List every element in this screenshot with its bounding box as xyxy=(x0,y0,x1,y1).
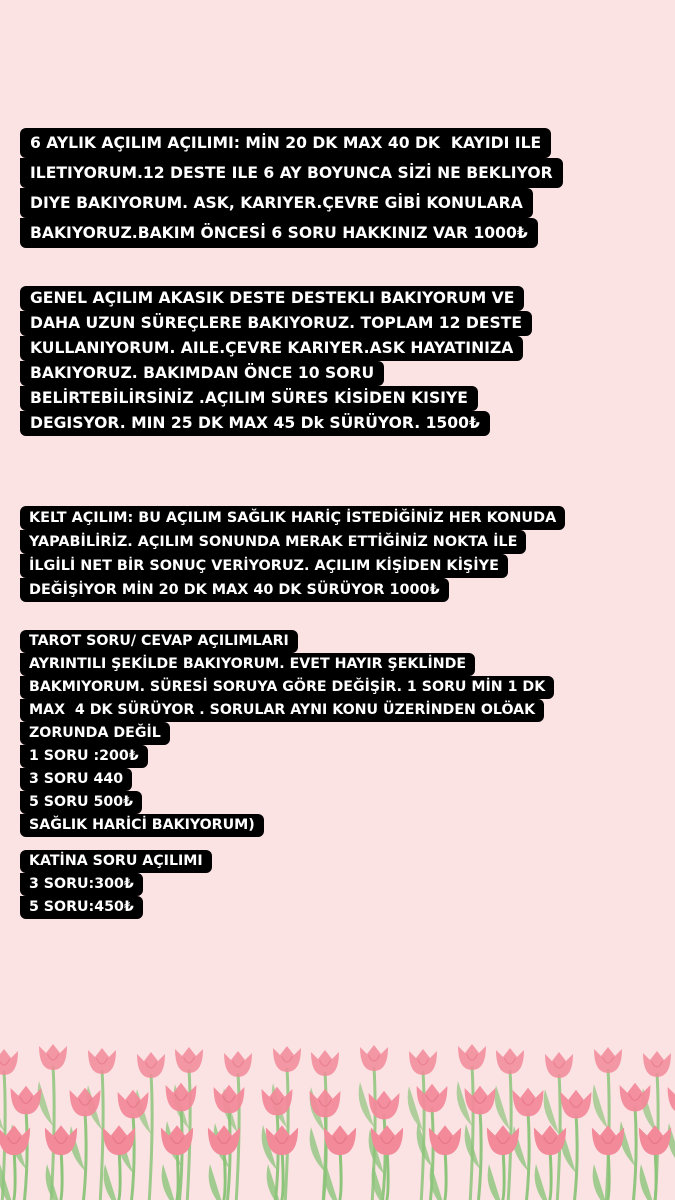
text-line: DEĞİŞİYOR MİN 20 DK MAX 40 DK SÜRÜYOR 1000₺ xyxy=(20,578,449,602)
text-line: KATİNA SORU AÇILIMI xyxy=(20,850,212,873)
text-line: BAKIYORUZ. BAKIMDAN ÖNCE 10 SORU xyxy=(20,361,384,386)
six-month-reading-block xyxy=(20,128,563,248)
text-line: DIYE BAKIYORUM. ASK, KARIYER.ÇEVRE GİBİ KONULARA xyxy=(20,188,533,218)
text-line: MAX 4 DK SÜRÜYOR . SORULAR AYNI KONU ÜZERİNDEN OLÖAK xyxy=(20,699,544,722)
tulip-garden-illustration xyxy=(0,1030,675,1200)
text-line: KULLANIYORUM. AILE.ÇEVRE KARIYER.ASK HAYATINIZA xyxy=(20,336,523,361)
text-line: AYRINTILI ŞEKİLDE BAKIYORUM. EVET HAYIR ŞEKLİNDE xyxy=(20,653,475,676)
katina-reading-block xyxy=(20,850,212,919)
text-line: ZORUNDA DEĞİL xyxy=(20,722,170,745)
tulip-icon xyxy=(0,1030,675,1200)
text-line: DEGISYOR. MIN 25 DK MAX 45 Dk SÜRÜYOR. 1500₺ xyxy=(20,411,490,436)
price-line: 3 SORU 440 xyxy=(20,768,132,791)
text-line: GENEL AÇILIM AKASIK DESTE DESTEKLI BAKIYORUM VE xyxy=(20,286,524,311)
text-line: BAKIYORUZ.BAKIM ÖNCESİ 6 SORU HAKKINIZ VAR 1000₺ xyxy=(20,218,538,248)
price-line: 3 SORU:300₺ xyxy=(20,873,143,896)
general-reading-block xyxy=(20,286,532,436)
text-line: 6 AYLIK AÇILIM AÇILIMI: MİN 20 DK MAX 40 DK KAYIDI ILE xyxy=(20,128,551,158)
kelt-reading-block xyxy=(20,506,565,602)
tarot-reading-block xyxy=(20,630,554,837)
text-line: ILETIYORUM.12 DESTE ILE 6 AY BOYUNCA SİZİ NE BEKLIYOR xyxy=(20,158,563,188)
price-line: 1 SORU :200₺ xyxy=(20,745,148,768)
price-line: 5 SORU 500₺ xyxy=(20,791,142,814)
text-line: BAKMIYORUM. SÜRESİ SORUYA GÖRE DEĞİŞİR. 1 SORU MİN 1 DK xyxy=(20,676,554,699)
text-line: SAĞLIK HARİCİ BAKIYORUM) xyxy=(20,814,264,837)
text-line: İLGİLİ NET BİR SONUÇ VERİYORUZ. AÇILIM KİŞİDEN KİŞİYE xyxy=(20,554,508,578)
text-line: TAROT SORU/ CEVAP AÇILIMLARI xyxy=(20,630,298,653)
text-line: YAPABİLİRİZ. AÇILIM SONUNDA MERAK ETTİĞİNİZ NOKTA İLE xyxy=(20,530,526,554)
text-line: DAHA UZUN SÜREÇLERE BAKIYORUZ. TOPLAM 12 DESTE xyxy=(20,311,532,336)
text-line: BELİRTEBİLİRSİNİZ .AÇILIM SÜRES KİSİDEN KISIYE xyxy=(20,386,478,411)
text-line: KELT AÇILIM: BU AÇILIM SAĞLIK HARİÇ İSTEDİĞİNİZ HER KONUDA xyxy=(20,506,565,530)
price-line: 5 SORU:450₺ xyxy=(20,896,143,919)
